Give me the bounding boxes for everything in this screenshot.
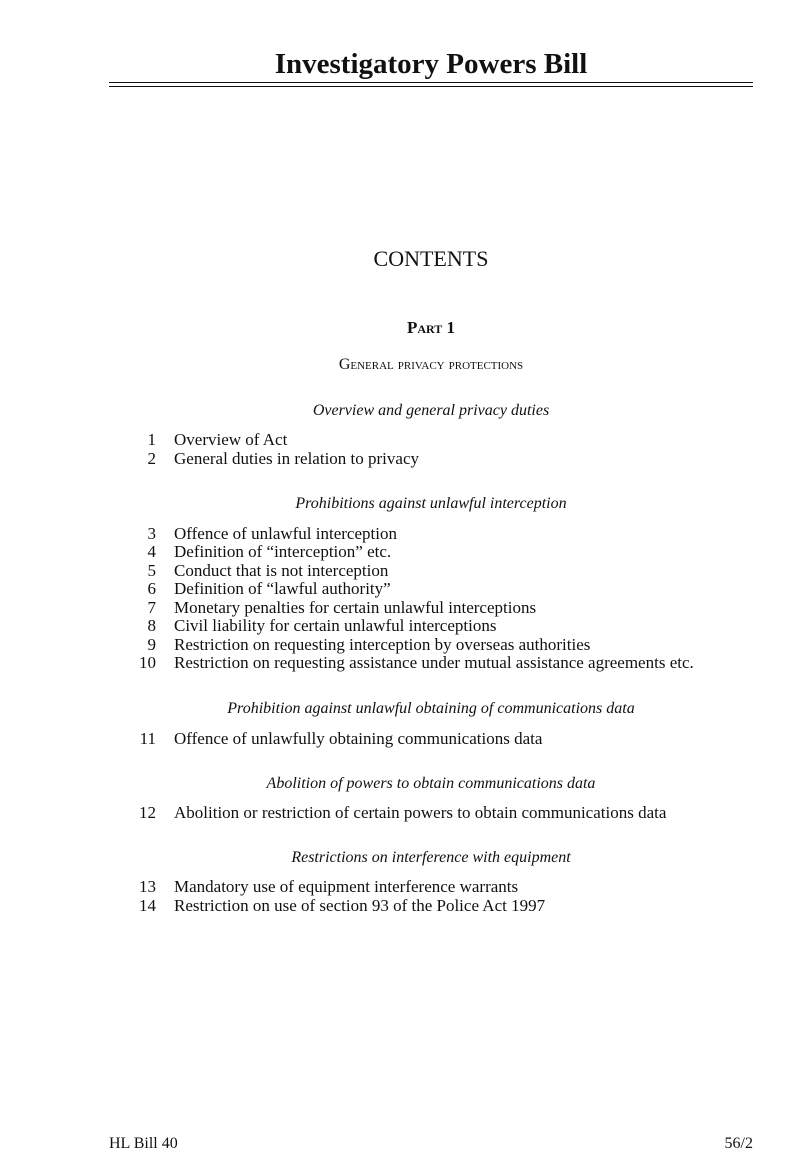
contents-entry[interactable] <box>110 449 770 468</box>
entry-title: Abolition or restriction of certain powers to obtain communications data <box>174 803 667 822</box>
entry-title: General duties in relation to privacy <box>174 449 419 468</box>
page-title: Investigatory Powers Bill <box>274 48 588 80</box>
entry-number: 1 <box>147 430 156 449</box>
entry-number: 14 <box>139 896 156 915</box>
entry-title: Overview of Act <box>174 430 288 449</box>
contents-entry[interactable] <box>110 524 770 543</box>
contents-entry[interactable] <box>110 896 770 915</box>
entry-number: 11 <box>139 729 156 748</box>
section-heading: Prohibitions against unlawful interception <box>295 495 567 512</box>
entry-number: 3 <box>147 524 156 543</box>
contents-entry[interactable] <box>110 430 770 449</box>
entry-number: 9 <box>147 635 156 654</box>
contents-entry[interactable] <box>110 653 770 672</box>
entry-title: Restriction on requesting interception by overseas authorities <box>174 635 591 654</box>
part-heading: Part 1 <box>406 318 456 337</box>
contents-entry[interactable] <box>110 598 770 617</box>
entry-number: 5 <box>147 561 156 580</box>
title-rule-lower <box>109 86 753 87</box>
contents-entry[interactable] <box>110 729 770 748</box>
entry-number: 2 <box>147 449 156 468</box>
entry-title: Offence of unlawful interception <box>174 524 397 543</box>
contents-entry[interactable] <box>110 616 770 635</box>
contents-entry[interactable] <box>110 877 770 896</box>
section-heading: Abolition of powers to obtain communications data <box>266 775 596 792</box>
title-rule-upper <box>109 82 753 83</box>
contents-entry[interactable] <box>110 579 770 598</box>
contents-entry[interactable] <box>110 542 770 561</box>
contents-heading: CONTENTS <box>373 246 489 271</box>
section-heading: Prohibition against unlawful obtaining of communications data <box>227 700 635 717</box>
entry-title: Mandatory use of equipment interference warrants <box>174 877 519 896</box>
entry-title: Monetary penalties for certain unlawful interceptions <box>174 598 537 617</box>
contents-entry[interactable] <box>110 635 770 654</box>
entry-title: Restriction on requesting assistance under mutual assistance agreements etc. <box>174 653 694 672</box>
entry-number: 12 <box>139 803 156 822</box>
section-heading: Overview and general privacy duties <box>312 402 550 419</box>
contents-entry[interactable] <box>110 561 770 580</box>
footer-page-ref: 56/2 <box>724 1135 753 1152</box>
entry-number: 8 <box>147 616 156 635</box>
entry-title: Conduct that is not interception <box>174 561 389 580</box>
entry-title: Restriction on use of section 93 of the Police Act 1997 <box>174 896 546 915</box>
entry-title: Civil liability for certain unlawful interceptions <box>174 616 497 635</box>
part-subheading: General privacy protections <box>338 356 524 373</box>
footer-bill-number: HL Bill 40 <box>109 1135 178 1152</box>
entry-number: 4 <box>147 542 156 561</box>
entry-number: 10 <box>139 653 156 672</box>
entry-title: Offence of unlawfully obtaining communications data <box>174 729 543 748</box>
entry-title: Definition of “interception” etc. <box>174 542 392 561</box>
entry-number: 7 <box>147 598 156 617</box>
entry-number: 13 <box>139 877 156 896</box>
section-heading: Restrictions on interference with equipment <box>291 849 571 866</box>
entry-number: 6 <box>147 579 156 598</box>
entry-title: Definition of “lawful authority” <box>174 579 391 598</box>
contents-entry[interactable] <box>110 803 770 822</box>
